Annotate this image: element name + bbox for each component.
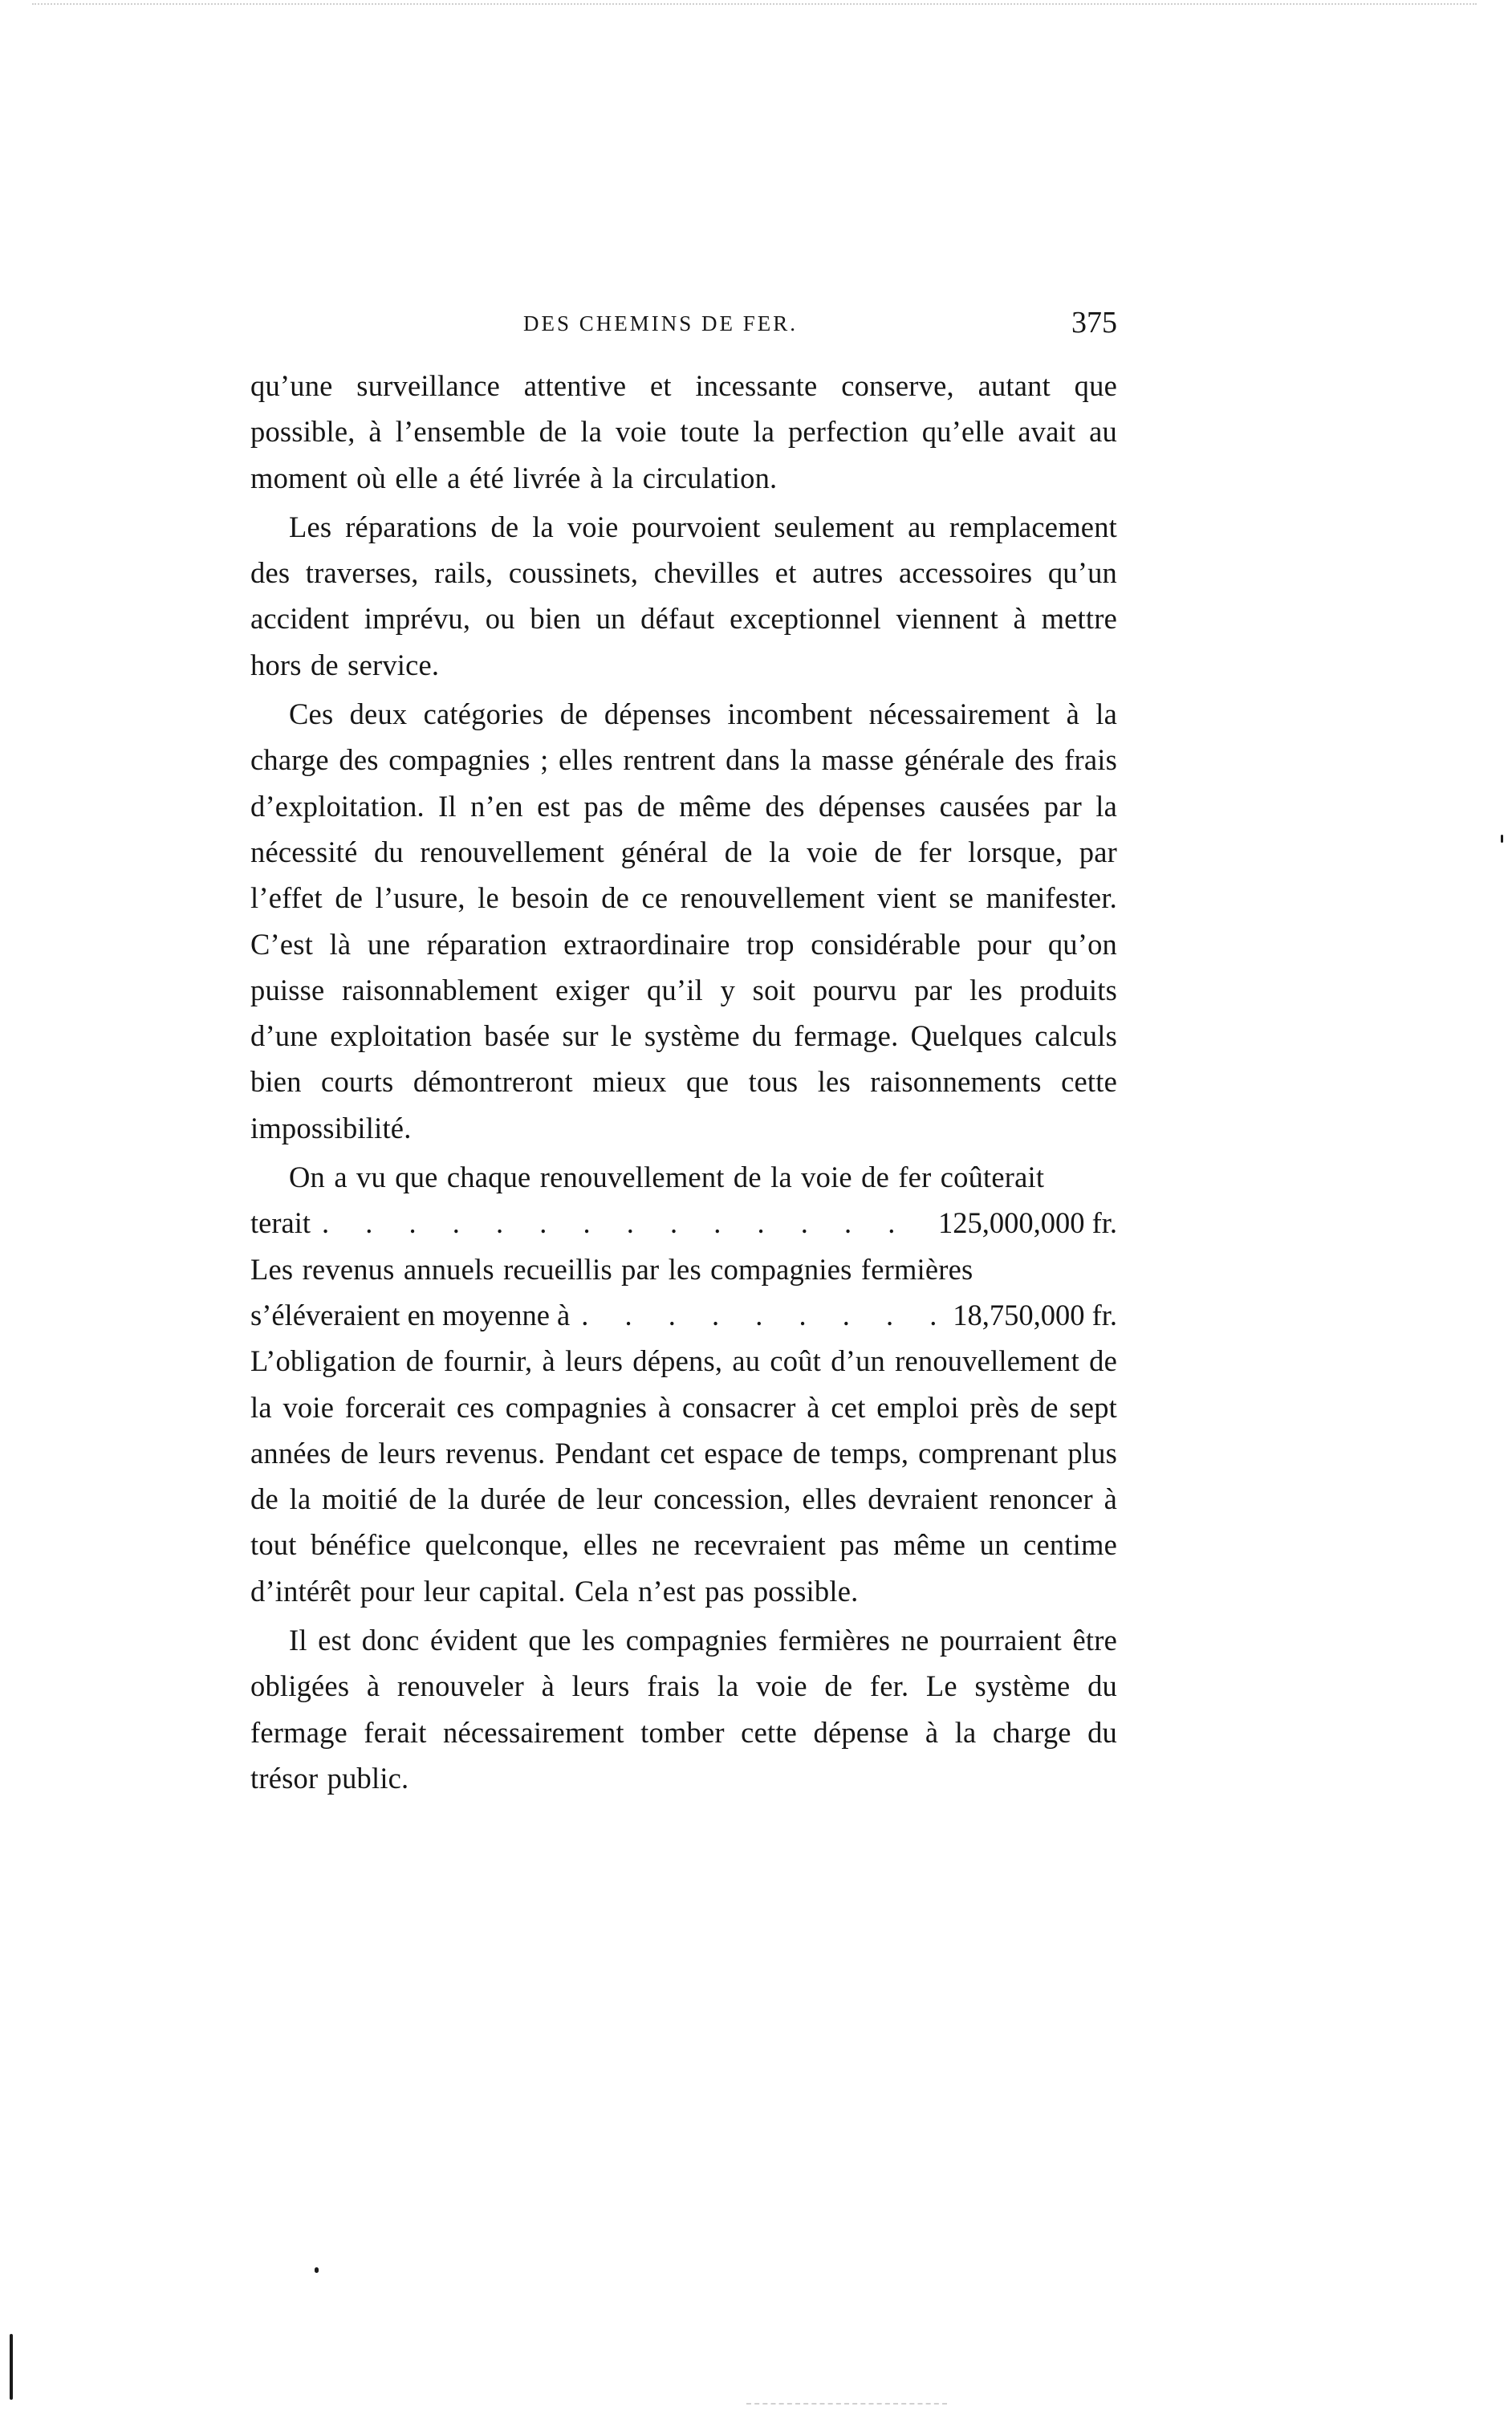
paragraph-conclusion: Il est donc évident que les compagnies fermières ne pourraient être obligées à renouveler à leurs frais la voie de fer. Le système du fermage ferait nécessairement tomber cette dépense à la charge du trésor public.: [250, 1624, 1117, 1795]
running-title: DES CHEMINS DE FER.: [523, 311, 799, 335]
scan-edge-top: [32, 3, 1477, 5]
calc-middle: Les revenus annuels recueillis par les compagnies fermières: [250, 1252, 973, 1286]
page-header: [250, 305, 1117, 345]
calc-revenue-amount: 18,750,000 fr.: [953, 1298, 1117, 1331]
calc-line-cost: [250, 1200, 1117, 1246]
scan-margin-stroke: [10, 2334, 13, 2400]
paragraph-continuation: qu’une surveillance attentive et incessante conserve, autant que possible, à l’ensemble de la voie toute la perfection qu’elle avait au moment où elle a été livrée à la circulation.: [250, 369, 1117, 494]
dot-leader: [581, 1292, 941, 1338]
paragraph-expenses: Ces deux catégories de dépenses incombent nécessairement à la charge des compagnies ; elles rentrent dans la masse générale des frais d’exploitation. Il n’en est pas de même des dépenses causées par la nécessité du renouvellement général de la voie de fer lorsque, par l’effet de l’usure, le besoin de ce renouvellement vient se manifester. C’est là une réparation extraordinaire trop considérable pour qu’on puisse raisonnablement exiger qu’il y soit pourvu par les produits d’une exploitation basée sur le système du fermage. Quelques calculs bien courts démontreront mieux que tous les raisonnements cette impossibilité.: [250, 697, 1117, 1144]
dot-leader: [322, 1200, 927, 1246]
page-number: 375: [1071, 306, 1117, 339]
paragraph-obligation: L’obligation de fournir, à leurs dépens, au coût d’un renouvellement de la voie forcerait ces compagnies à consacrer à cet emploi près de sept années de leurs revenus. Pendant cet espace de temps, comprenant plus de la moitié de la durée de leur concession, elles devraient renoncer à tout bénéfice quelconque, elles ne recevraient pas même un centime d’intérêt pour leur capital. Cela n’est pas possible.: [250, 1344, 1117, 1608]
calc-cost-label: terait: [250, 1206, 311, 1240]
scan-speck: [1501, 835, 1503, 843]
calc-cost-amount: 125,000,000 fr.: [937, 1206, 1117, 1240]
calc-revenue-label: s’éléveraient en moyenne à: [250, 1298, 571, 1331]
calc-line-revenue: [250, 1292, 1117, 1338]
scan-speck: [315, 2267, 319, 2273]
paragraph-calc-intro: [250, 1154, 1117, 1200]
body-text: [250, 363, 1117, 1804]
paragraph-repairs: Les réparations de la voie pourvoient seulement au remplacement des traverses, rails, coussinets, chevilles et autres accessoires qu’un accident imprévu, ou bien un défaut exceptionnel viennent à mettre hors de service.: [250, 510, 1117, 681]
calc-intro-text: On a vu que chaque renouvellement de la voie de fer coûterait: [289, 1161, 1045, 1194]
scan-edge-bottom: [746, 2403, 947, 2405]
